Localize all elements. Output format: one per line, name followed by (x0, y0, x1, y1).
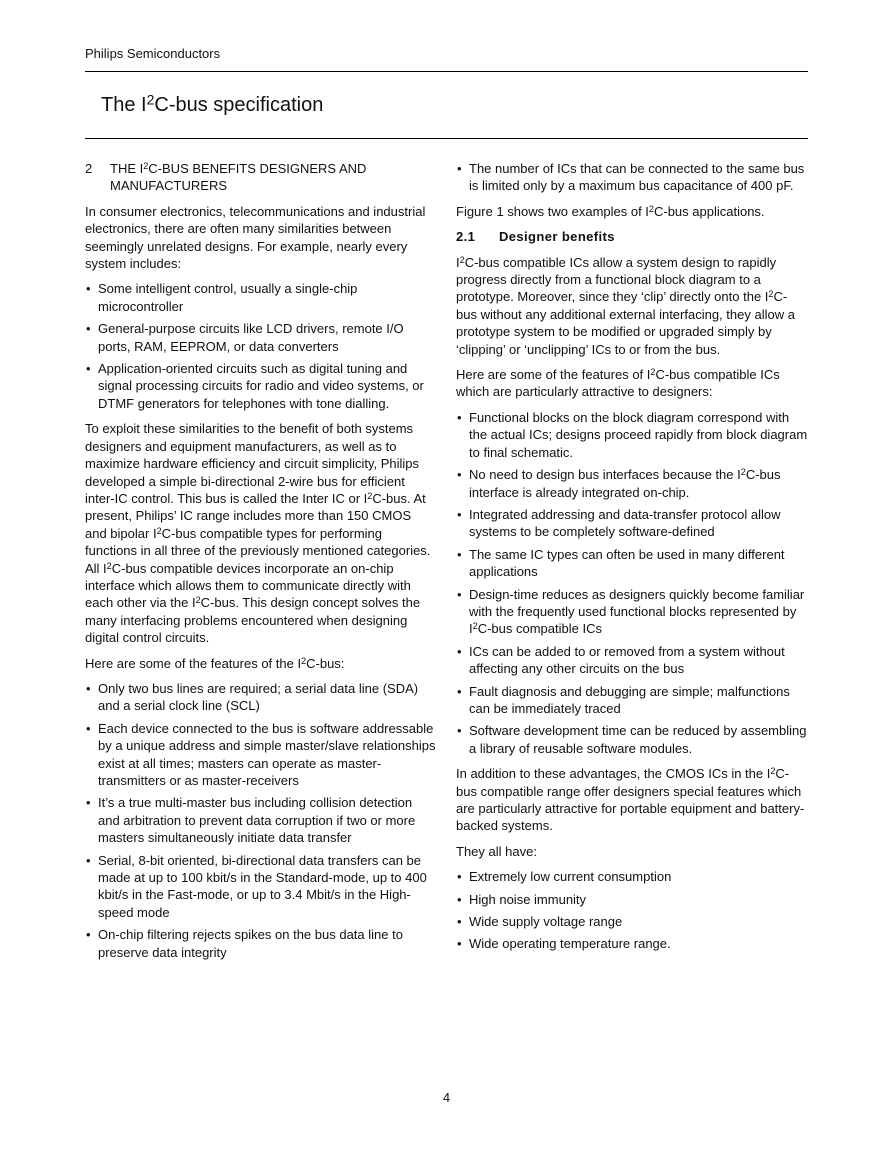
designer-features-intro: Here are some of the features of $I^2C$-bus compatible ICs which are particularly attractive to designers: (456, 366, 780, 400)
section-heading (85, 160, 436, 195)
cmos-advantages-paragraph: In addition to these advantages, the CMOS ICs in the $I^2C$-bus compatible range offer designers special features which are particularly attractive for portable equipment and battery-backed systems. (456, 766, 805, 834)
header-rule (85, 71, 808, 72)
list-item: • Serial, 8-bit oriented, bi-directional data transfers can be made at up to 100 kbit/s in the Standard-mode, up to 400 kbit/s in the Fast-mode, or up to 3.4 Mbit/s in the High-speed mode (85, 852, 436, 922)
list-item: • Fault diagnosis and debugging are simple; malfunctions can be immediately traced (456, 683, 808, 718)
section-number: 2 (85, 161, 93, 176)
subsection-heading (456, 228, 808, 245)
list-item: • Extremely low current consumption (456, 868, 808, 885)
list-item: • The number of ICs that can be connected to the same bus is limited only by a maximum bus capacitance of 400 pF. (456, 160, 808, 195)
list-item: • Integrated addressing and data-transfer protocol allow systems to be completely software-defined (456, 506, 808, 541)
subsection-number: 2.1 (456, 229, 476, 245)
right-column (456, 160, 808, 961)
intro-paragraph: In consumer electronics, telecommunications and industrial electronics, there are often many similarities between seemingly unrelated designs. For example, nearly every system includes: (85, 203, 426, 272)
list-item: • Some intelligent control, usually a single-chip microcontroller (85, 280, 436, 315)
designer-benefits-paragraph: $I^2C$-bus compatible ICs allow a system design to rapidly progress directly from a functional block diagram to a prototype. Moreover, since they ‘clip’ directly onto the $I^2C$-bus without any additional external interfacing, they allow a prototype system to be modified or upgraded simply by ‘clipping’ or ‘unclipping’ ICs to or from the bus. (456, 254, 795, 357)
list-item: • Application-oriented circuits such as digital tuning and signal processing circuits for radio and video systems, or DTMF generators for telephones with tone dialling. (85, 360, 436, 412)
section-title: THE $I^2C$-BUS BENEFITS DESIGNERS AND MANUFACTURERS (110, 160, 367, 194)
list-item: • Wide supply voltage range (456, 913, 808, 930)
page-number: 4 (442, 1090, 451, 1105)
list-item: • Software development time can be reduced by assembling a library of reusable software modules. (456, 722, 808, 757)
they-all-have-paragraph: They all have: (456, 843, 537, 859)
list-item: • Only two bus lines are required; a serial data line (SDA) and a serial clock line (SCL) (85, 680, 436, 715)
bus-features-list-continued (456, 160, 808, 195)
list-item: • It’s a true multi-master bus including collision detection and arbitration to prevent data corruption if two or more masters simultaneously initiate data transfer (85, 794, 436, 846)
list-item: • The same IC types can often be used in many different applications (456, 546, 808, 581)
title-prefix: The I (101, 94, 147, 116)
running-header: Philips Semiconductors (85, 46, 221, 61)
list-item: • General-purpose circuits like LCD drivers, remote I/O ports, RAM, EEPROM, or data converters (85, 320, 436, 355)
list-item: • Functional blocks on the block diagram correspond with the actual ICs; designs proceed rapidly from block diagram to final schematic. (456, 409, 808, 461)
features-intro-paragraph: Here are some of the features of the $I^2C$-bus: (85, 655, 345, 671)
list-item: • Each device connected to the bus is software addressable by a unique address and simple master/slave relationships exist at all times; masters can operate as master-transmitters or as master-receivers (85, 720, 436, 790)
system-components-list (85, 280, 436, 412)
title-suffix: C-bus specification (154, 94, 324, 116)
list-item: • No need to design bus interfaces because the $I^2C$-bus interface is already integrated on-chip. (456, 466, 808, 501)
list-item: • High noise immunity (456, 891, 808, 908)
designer-features-list (456, 409, 808, 757)
list-item: • Wide operating temperature range. (456, 935, 808, 952)
philips-development-paragraph: To exploit these similarities to the benefit of both systems designers and equipment manufacturers, as well as to maximize hardware efficiency and circuit simplicity, Philips developed a simple bi-directional 2-wire bus for efficient inter-IC control. This bus is called the Inter IC or $I^2C$-bus. At present, Philips’ IC range includes more than 150 CMOS and bipolar $I^2C$-bus compatible types for performing functions in all three of the previously mentioned categories. All $I^2C$-bus compatible devices incorporate an on-chip interface which allows them to communicate directly with each other via the $I^2C$-bus. This design concept solves the many interfacing problems encountered when designing digital control circuits. (85, 421, 431, 646)
list-item: • On-chip filtering rejects spikes on the bus data line to preserve data integrity (85, 926, 436, 961)
left-column (85, 160, 436, 969)
cmos-features-list (456, 868, 808, 953)
subsection-title: Designer benefits (499, 229, 615, 245)
list-item: • Design-time reduces as designers quickly become familiar with the frequently used functional blocks represented by $I^2C$-bus compatible ICs (456, 586, 808, 638)
title-superscript: 2 (146, 91, 155, 108)
bus-features-list (85, 680, 436, 961)
document-title (101, 91, 324, 117)
list-item: • ICs can be added to or removed from a system without affecting any other circuits on the bus (456, 643, 808, 678)
figure-reference-paragraph: Figure 1 shows two examples of $I^2C$-bus applications. (456, 203, 765, 219)
title-rule (85, 138, 808, 139)
